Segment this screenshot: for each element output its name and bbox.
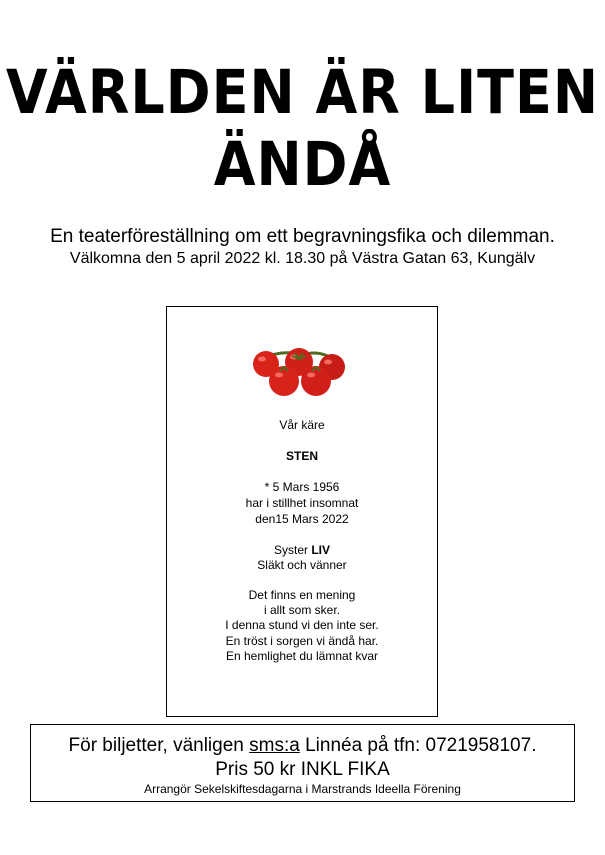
mourner-name: LIV (311, 543, 330, 557)
subtitle-event-details: Välkomna den 5 april 2022 kl. 18.30 på Västra Gatan 63, Kungälv (69, 250, 536, 267)
ticket-info-box (30, 724, 575, 802)
birth-date: * 5 Mars 1956 (264, 480, 340, 494)
mourner-line (167, 543, 437, 558)
subtitle-description: En teaterföreställning om ett begravningsfika och dilemman. (50, 226, 555, 247)
verse-line: i allt som sker. (263, 603, 341, 617)
death-notice-card (166, 306, 438, 717)
poster-title-line-1: VÄRLDEN ÄR LITEN (5, 57, 600, 128)
ticket-prefix: För biljetter, vänligen (68, 735, 250, 756)
death-date: den15 Mars 2022 (255, 512, 349, 526)
verse-line: I denna stund vi den inte ser. (225, 618, 379, 632)
relatives-text: Släkt och vänner (257, 558, 347, 572)
passed-text: har i stillhet insomnat (245, 496, 359, 510)
verse-line: Det finns en mening (248, 588, 356, 602)
ticket-instructions (31, 735, 574, 757)
notice-intro: Vår käre (279, 418, 325, 432)
organizer-text: Arrangör Sekelskiftesdagarna i Marstrands Ideella Förening (144, 782, 461, 796)
verse-line: En tröst i sorgen vi ändå har. (225, 634, 379, 648)
sms-link: sms:a (249, 735, 300, 756)
ticket-price: Pris 50 kr INKL FIKA (215, 759, 390, 780)
verse-line: En hemlighet du lämnat kvar (225, 649, 379, 663)
tomatoes-illustration (252, 347, 348, 399)
poster-title-line-2: ÄNDÅ (213, 129, 392, 200)
ticket-contact: Linnéa på tfn: 0721958107. (299, 735, 537, 756)
mourner-prefix: Syster (273, 543, 312, 557)
deceased-name: STEN (285, 449, 318, 463)
